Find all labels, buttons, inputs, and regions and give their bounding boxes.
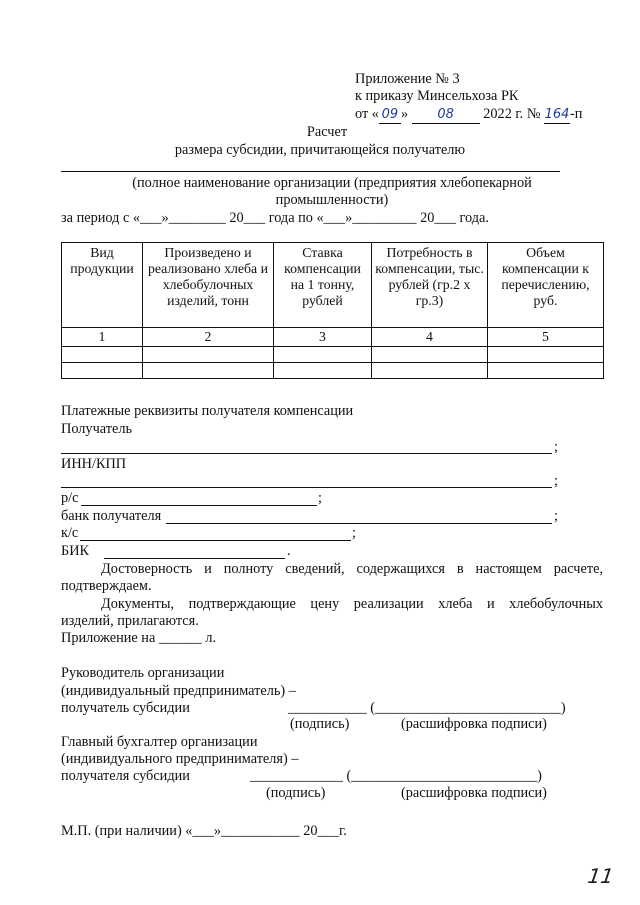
inn-kpp-semicolon: ; (554, 473, 558, 489)
document-subtitle: размера субсидии, причитающейся получателю (174, 142, 466, 158)
accountant-decode-caption: (расшифровка подписи) (401, 785, 547, 801)
table-header-cell: Вид продукции (62, 243, 143, 328)
table-number-row (62, 328, 604, 347)
head-title-line3: получатель субсидии (61, 700, 190, 716)
recipient-line (61, 453, 552, 454)
inn-kpp-line (61, 487, 552, 488)
appendix-order-ref: к приказу Минсельхоза РК (355, 88, 519, 104)
table-cell (62, 347, 143, 363)
account-label: р/с (61, 490, 79, 506)
table-cell (488, 363, 604, 379)
table-column-number: 5 (488, 328, 604, 347)
accountant-title-line3: получателя субсидии (61, 768, 190, 784)
corr-account-line (80, 540, 351, 541)
order-suffix: -п (570, 106, 583, 122)
recipient-semicolon: ; (554, 439, 558, 455)
bik-line (104, 558, 285, 559)
requisites-heading: Платежные реквизиты получателя компенсации (61, 403, 354, 419)
document-title: Расчет (306, 124, 348, 140)
table-header-cell: Потребность в компенсации, тыс. рублей (гр.2 х гр.3) (372, 243, 488, 328)
corr-account-label: к/с (61, 525, 79, 541)
head-title-line1: Руководитель организации (61, 665, 225, 681)
table-cell (62, 363, 143, 379)
stamp-date-line: М.П. (при наличии) «___»___________ 20___г. (61, 823, 347, 839)
table-cell (274, 363, 372, 379)
bik-period: . (287, 543, 291, 559)
bank-semicolon: ; (554, 508, 558, 524)
table-cell (143, 347, 274, 363)
appendix-date-line (355, 106, 582, 124)
accountant-title-line2: (индивидуального предпринимателя) – (61, 751, 299, 767)
table-header-cell: Произведено и реализовано хлеба и хлебобулочных изделий, тонн (143, 243, 274, 328)
account-line (81, 505, 317, 506)
head-decode-caption: (расшифровка подписи) (401, 716, 547, 732)
table-cell (372, 347, 488, 363)
bank-label: банк получателя (61, 508, 162, 524)
bik-label: БИК (61, 543, 90, 559)
documents-statement-end: изделий, прилагаются. (61, 613, 199, 629)
table-column-number: 1 (62, 328, 143, 347)
date-prefix: от « (355, 106, 379, 122)
accountant-title-line1: Главный бухгалтер организации (61, 734, 258, 750)
table-header-row (62, 243, 604, 328)
table-row (62, 363, 604, 379)
recipient-label: Получатель (61, 421, 132, 437)
period-line: за период с «___»________ 20___ года по «___»_________ 20___ года. (61, 210, 489, 226)
table-row (62, 347, 604, 363)
table-header-cell: Ставка компенсации на 1 тонну, рублей (274, 243, 372, 328)
documents-statement: Документы, подтверждающие цену реализации хлеба и хлебобулочных (101, 596, 603, 612)
appendix-number: Приложение № 3 (355, 71, 460, 87)
accuracy-statement-end: подтверждаем. (61, 578, 152, 594)
table-column-number: 3 (274, 328, 372, 347)
accountant-signature-field: _____________ (__________________________) (250, 768, 542, 784)
org-caption-line2: промышленности) (275, 192, 389, 208)
org-caption-line1: (полное наименование организации (предприятия хлебопекарной (132, 175, 532, 191)
date-day: 09 (379, 107, 401, 124)
table-column-number: 4 (372, 328, 488, 347)
head-signature-field: ___________ (__________________________) (288, 700, 566, 716)
order-number: 164 (544, 107, 570, 122)
table-cell (143, 363, 274, 379)
date-month: 08 (412, 107, 480, 124)
table-cell (488, 347, 604, 363)
calculation-table (61, 242, 604, 379)
inn-kpp-label: ИНН/КПП (61, 456, 127, 472)
corr-account-semicolon: ; (352, 525, 356, 541)
table-column-number: 2 (143, 328, 274, 347)
date-mid: » (400, 106, 409, 122)
org-name-line (61, 171, 560, 172)
accuracy-statement: Достоверность и полноту сведений, содержащихся в настоящем расчете, (101, 561, 603, 577)
date-year: 2022 г. № (483, 106, 541, 122)
account-semicolon: ; (318, 490, 322, 506)
head-signature-caption: (подпись) (290, 716, 350, 732)
head-title-line2: (индивидуальный предприниматель) – (61, 683, 296, 699)
table-header-cell: Объем компенсации к перечислению, руб. (488, 243, 604, 328)
attachment-line: Приложение на ______ л. (61, 630, 217, 646)
page-number: 11 (586, 864, 616, 888)
table-cell (372, 363, 488, 379)
bank-line (166, 523, 552, 524)
table-cell (274, 347, 372, 363)
accountant-signature-caption: (подпись) (266, 785, 326, 801)
